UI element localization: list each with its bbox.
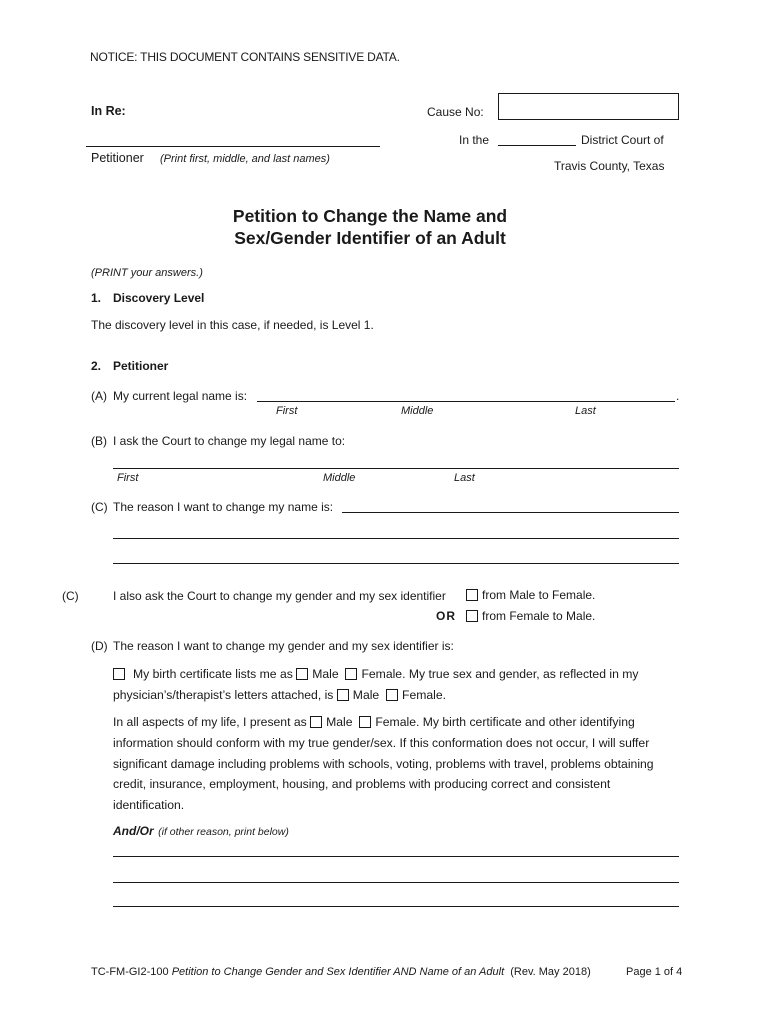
female-to-male-label: from Female to Male. — [482, 609, 596, 623]
petitioner-hint: (Print first, middle, and last names) — [160, 153, 330, 165]
item-b-label: (B) — [91, 434, 107, 448]
present-as-paragraph — [113, 712, 683, 816]
birth-cert-male-label: Male — [312, 667, 339, 681]
true-male-checkbox[interactable] — [337, 689, 349, 701]
petitioner-name-line[interactable] — [86, 146, 380, 147]
present-female-checkbox[interactable] — [359, 716, 371, 728]
current-name-line[interactable] — [257, 401, 675, 402]
reason-name-line-1[interactable] — [342, 512, 679, 513]
true-female-checkbox[interactable] — [386, 689, 398, 701]
reason-name-line-2[interactable] — [113, 538, 679, 539]
reason-name-line-3[interactable] — [113, 563, 679, 564]
county-label: Travis County, Texas — [554, 159, 665, 173]
current-name-last-label: Last — [575, 405, 596, 417]
true-female-label: Female. — [402, 688, 447, 702]
new-name-first-label: First — [117, 472, 139, 484]
male-to-female-option — [466, 588, 595, 602]
section-1-number: 1. — [91, 291, 102, 305]
item-a-label: (A) — [91, 389, 107, 403]
page-number: Page 1 of 4 — [626, 966, 683, 978]
para-line-4: credit, insurance, employment, housing, and problems with producing correct and consistent — [113, 777, 611, 792]
andor-hint: (if other reason, print below) — [158, 826, 289, 838]
current-name-middle-label: Middle — [401, 405, 434, 417]
birth-certificate-line — [113, 664, 639, 685]
or-label: OR — [436, 609, 456, 623]
para-line-5: identification. — [113, 798, 185, 813]
birth-cert-female-checkbox[interactable] — [345, 668, 357, 680]
document-title — [0, 205, 740, 249]
footer-rev: (Rev. May 2018) — [510, 966, 591, 978]
item-c-label: (C) — [91, 500, 108, 514]
present-as-text: In all aspects of my life, I present as — [113, 715, 307, 729]
new-name-middle-label: Middle — [323, 472, 356, 484]
other-reason-line-2[interactable] — [113, 882, 679, 883]
other-reason-line-3[interactable] — [113, 906, 679, 907]
physician-text: physician’s/therapist’s letters attached, is — [113, 688, 334, 702]
physician-line — [113, 685, 446, 706]
andor-label: And/Or — [113, 824, 154, 838]
new-name-last-label: Last — [454, 472, 475, 484]
current-name-period: . — [676, 389, 680, 403]
item-c2-label: (C) — [62, 589, 79, 603]
present-male-checkbox[interactable] — [310, 716, 322, 728]
birth-cert-reason-checkbox[interactable] — [113, 668, 125, 680]
footer-form-info — [91, 966, 591, 978]
birth-cert-male-checkbox[interactable] — [296, 668, 308, 680]
cause-no-label: Cause No: — [427, 105, 484, 119]
title-line-1: Petition to Change the Name and — [232, 206, 508, 226]
male-to-female-checkbox[interactable] — [466, 589, 478, 601]
para-line-3: significant damage including problems with schools, voting, problems with travel, problems obtaining — [113, 756, 654, 771]
discovery-level-text: The discovery level in this case, if needed, is Level 1. — [91, 318, 374, 332]
district-court-label: District Court of — [581, 133, 664, 147]
item-d-text: The reason I want to change my gender and my sex identifier is: — [113, 639, 454, 653]
sensitive-data-notice: NOTICE: THIS DOCUMENT CONTAINS SENSITIVE DATA. — [90, 50, 400, 64]
female-to-male-checkbox[interactable] — [466, 610, 478, 622]
item-a-text: My current legal name is: — [113, 389, 248, 403]
current-name-first-label: First — [276, 405, 298, 417]
present-male-label: Male — [326, 715, 353, 729]
female-to-male-option — [466, 609, 595, 623]
andor-line — [113, 822, 289, 840]
in-re-label: In Re: — [91, 104, 126, 118]
other-reason-line-1[interactable] — [113, 856, 679, 857]
true-male-label: Male — [352, 688, 380, 702]
title-line-2: Sex/Gender Identifier of an Adult — [234, 228, 506, 248]
print-note: (PRINT your answers.) — [91, 267, 203, 279]
section-2-heading: Petitioner — [113, 359, 169, 373]
present-as-line — [113, 712, 683, 733]
in-the-label: In the — [459, 133, 490, 147]
male-to-female-label: from Male to Female. — [482, 588, 596, 602]
item-c2-text: I also ask the Court to change my gender and my sex identifier — [113, 589, 446, 603]
section-2-number: 2. — [91, 359, 102, 373]
item-c-text: The reason I want to change my name is: — [113, 500, 334, 514]
footer-title: Petition to Change Gender and Sex Identifier AND Name of an Adult — [171, 966, 505, 978]
para-line-2: information should conform with my true gender/sex. If this conformation does not occur, I will suffer — [113, 735, 650, 750]
present-female-label: Female. My birth certificate and other identifying — [375, 715, 635, 729]
birth-cert-text: My birth certificate lists me as — [133, 667, 293, 681]
new-name-line[interactable] — [113, 468, 679, 469]
item-d-label: (D) — [91, 639, 108, 653]
petitioner-label: Petitioner — [91, 151, 144, 165]
section-1-heading: Discovery Level — [113, 291, 205, 305]
cause-no-field[interactable] — [498, 93, 679, 120]
birth-cert-female-label: Female. My true sex and gender, as reflected in my — [361, 667, 639, 681]
footer-code: TC-FM-GI2-100 — [91, 966, 169, 978]
item-b-text: I ask the Court to change my legal name to: — [113, 434, 346, 448]
district-number-line[interactable] — [498, 145, 576, 146]
